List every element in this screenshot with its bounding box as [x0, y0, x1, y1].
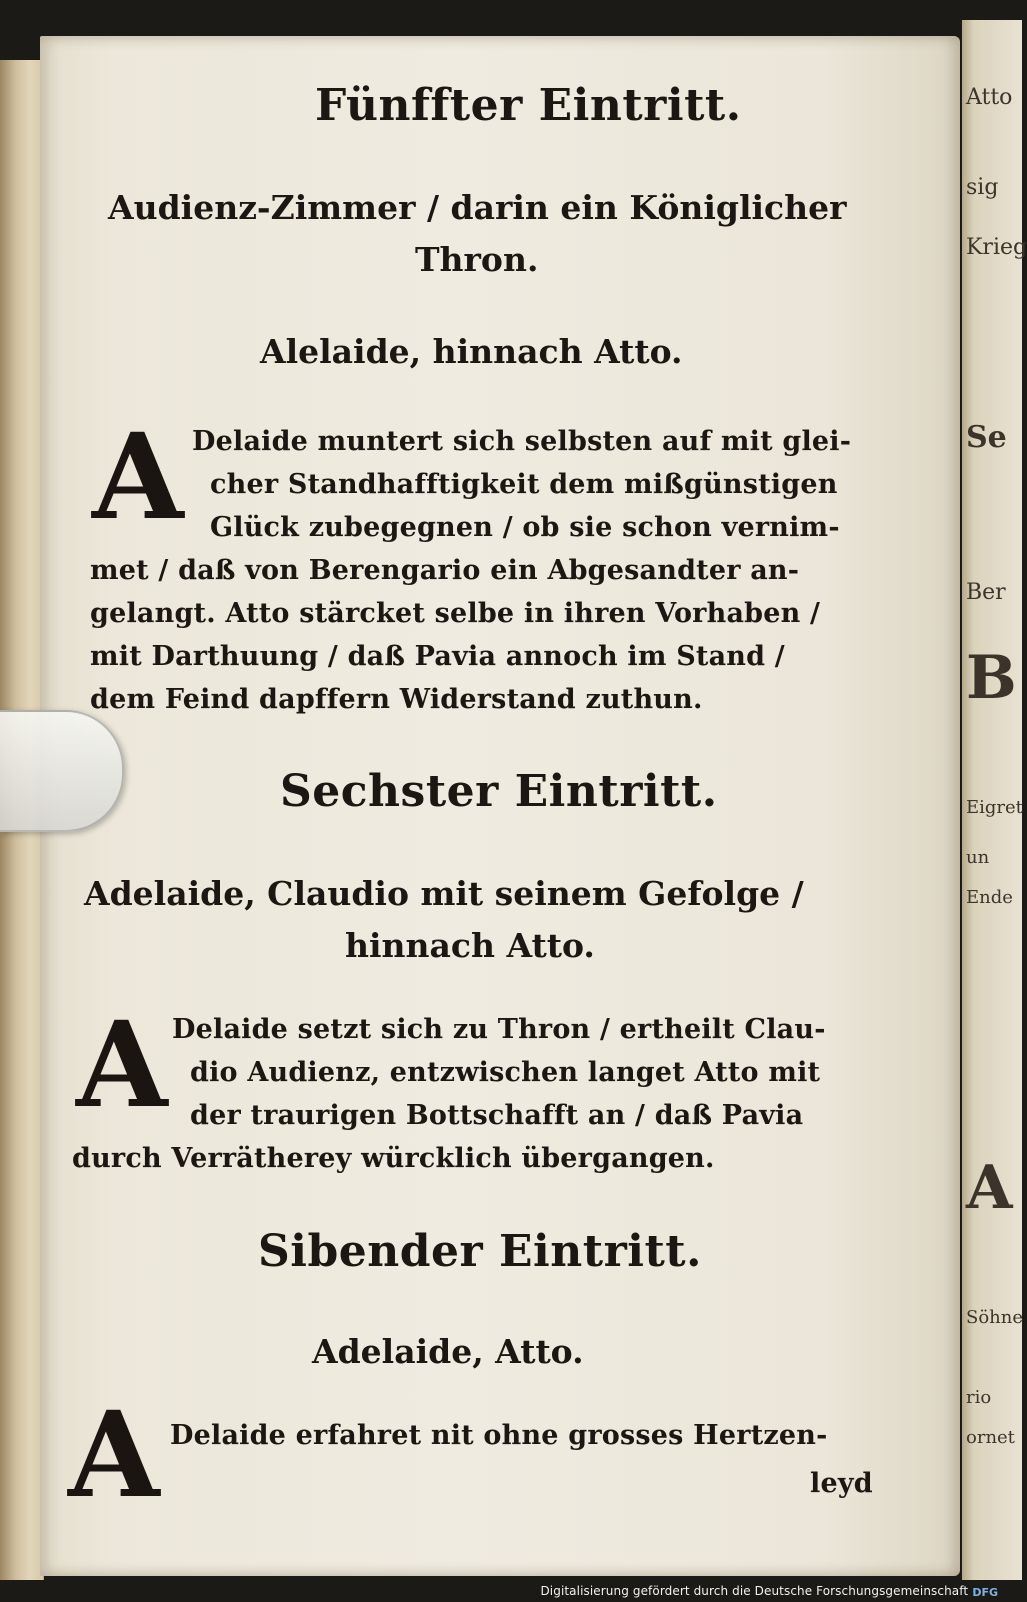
scene-6-line: der traurigen Bottschafft an / daß Pavia [190, 1100, 804, 1131]
facing-fragment: B [966, 643, 1017, 713]
scene-6-line: Delaide setzt sich zu Thron / ertheilt Clau- [172, 1014, 826, 1045]
scene-5-line: mit Darthuung / daß Pavia annoch im Stand / [90, 641, 785, 672]
facing-fragment: Atto [966, 85, 1013, 110]
book-page [40, 36, 960, 1576]
facing-fragment: ornet [966, 1427, 1015, 1448]
scene-5-characters: Alelaide, hinnach Atto. [260, 332, 683, 371]
scene-6-heading: Sechster Eintritt. [280, 766, 718, 817]
facing-fragment: Krieg [966, 235, 1027, 260]
scene-6-line: dio Audienz, entzwischen langet Atto mit [190, 1057, 821, 1088]
scene-5-line: met / daß von Berengario ein Abgesandter an- [90, 555, 800, 586]
scene-6-characters-line1: Adelaide, Claudio mit seinem Gefolge / [84, 874, 804, 913]
scene-5-heading: Fünffter Eintritt. [315, 80, 742, 131]
scene-6-dropcap: A [76, 995, 168, 1134]
scene-5-setting-line2: Thron. [415, 240, 539, 279]
scene-5-dropcap: A [92, 407, 184, 546]
facing-fragment: un [966, 847, 990, 868]
facing-fragment: A [966, 1153, 1013, 1223]
bookmark-clip [0, 710, 124, 832]
facing-fragment: Eigret [966, 797, 1023, 818]
scene-7-line: Delaide erfahret nit ohne grosses Hertzen- [170, 1420, 828, 1451]
footer-bar [0, 1580, 1000, 1602]
scene-6-line: durch Verrätherey würcklich übergangen. [72, 1143, 715, 1174]
facing-fragment: Ber [966, 580, 1006, 605]
footer-credit: Digitalisierung gefördert durch die Deutsche Forschungsgemeinschaft · [540, 1584, 976, 1598]
facing-fragment: Söhne [966, 1307, 1024, 1328]
facing-fragment: Ende [966, 887, 1013, 908]
dfg-logo: DFG [972, 1586, 998, 1599]
facing-fragment: rio [966, 1387, 992, 1408]
scene-7-dropcap: A [68, 1385, 160, 1524]
scene-7-characters: Adelaide, Atto. [312, 1332, 584, 1371]
facing-fragment: Se [966, 420, 1007, 455]
facing-page [962, 20, 1027, 1580]
scene-5-line: Delaide muntert sich selbsten auf mit glei- [192, 426, 852, 457]
scene-5-line: cher Standhafftigkeit dem mißgünstigen [210, 469, 838, 500]
scene-7-line: leyd [810, 1468, 873, 1499]
scene-7-heading: Sibender Eintritt. [258, 1226, 702, 1277]
scene-6-characters-line2: hinnach Atto. [345, 926, 595, 965]
scene-5-line: Glück zubegegnen / ob sie schon vernim- [210, 512, 840, 543]
scene-5-setting-line1: Audienz-Zimmer / darin ein Königlicher [108, 188, 847, 227]
facing-fragment: sig [966, 175, 999, 200]
scene-5-line: dem Feind dapffern Widerstand zuthun. [90, 684, 703, 715]
scene-5-line: gelangt. Atto stärcket selbe in ihren Vorhaben / [90, 598, 821, 629]
